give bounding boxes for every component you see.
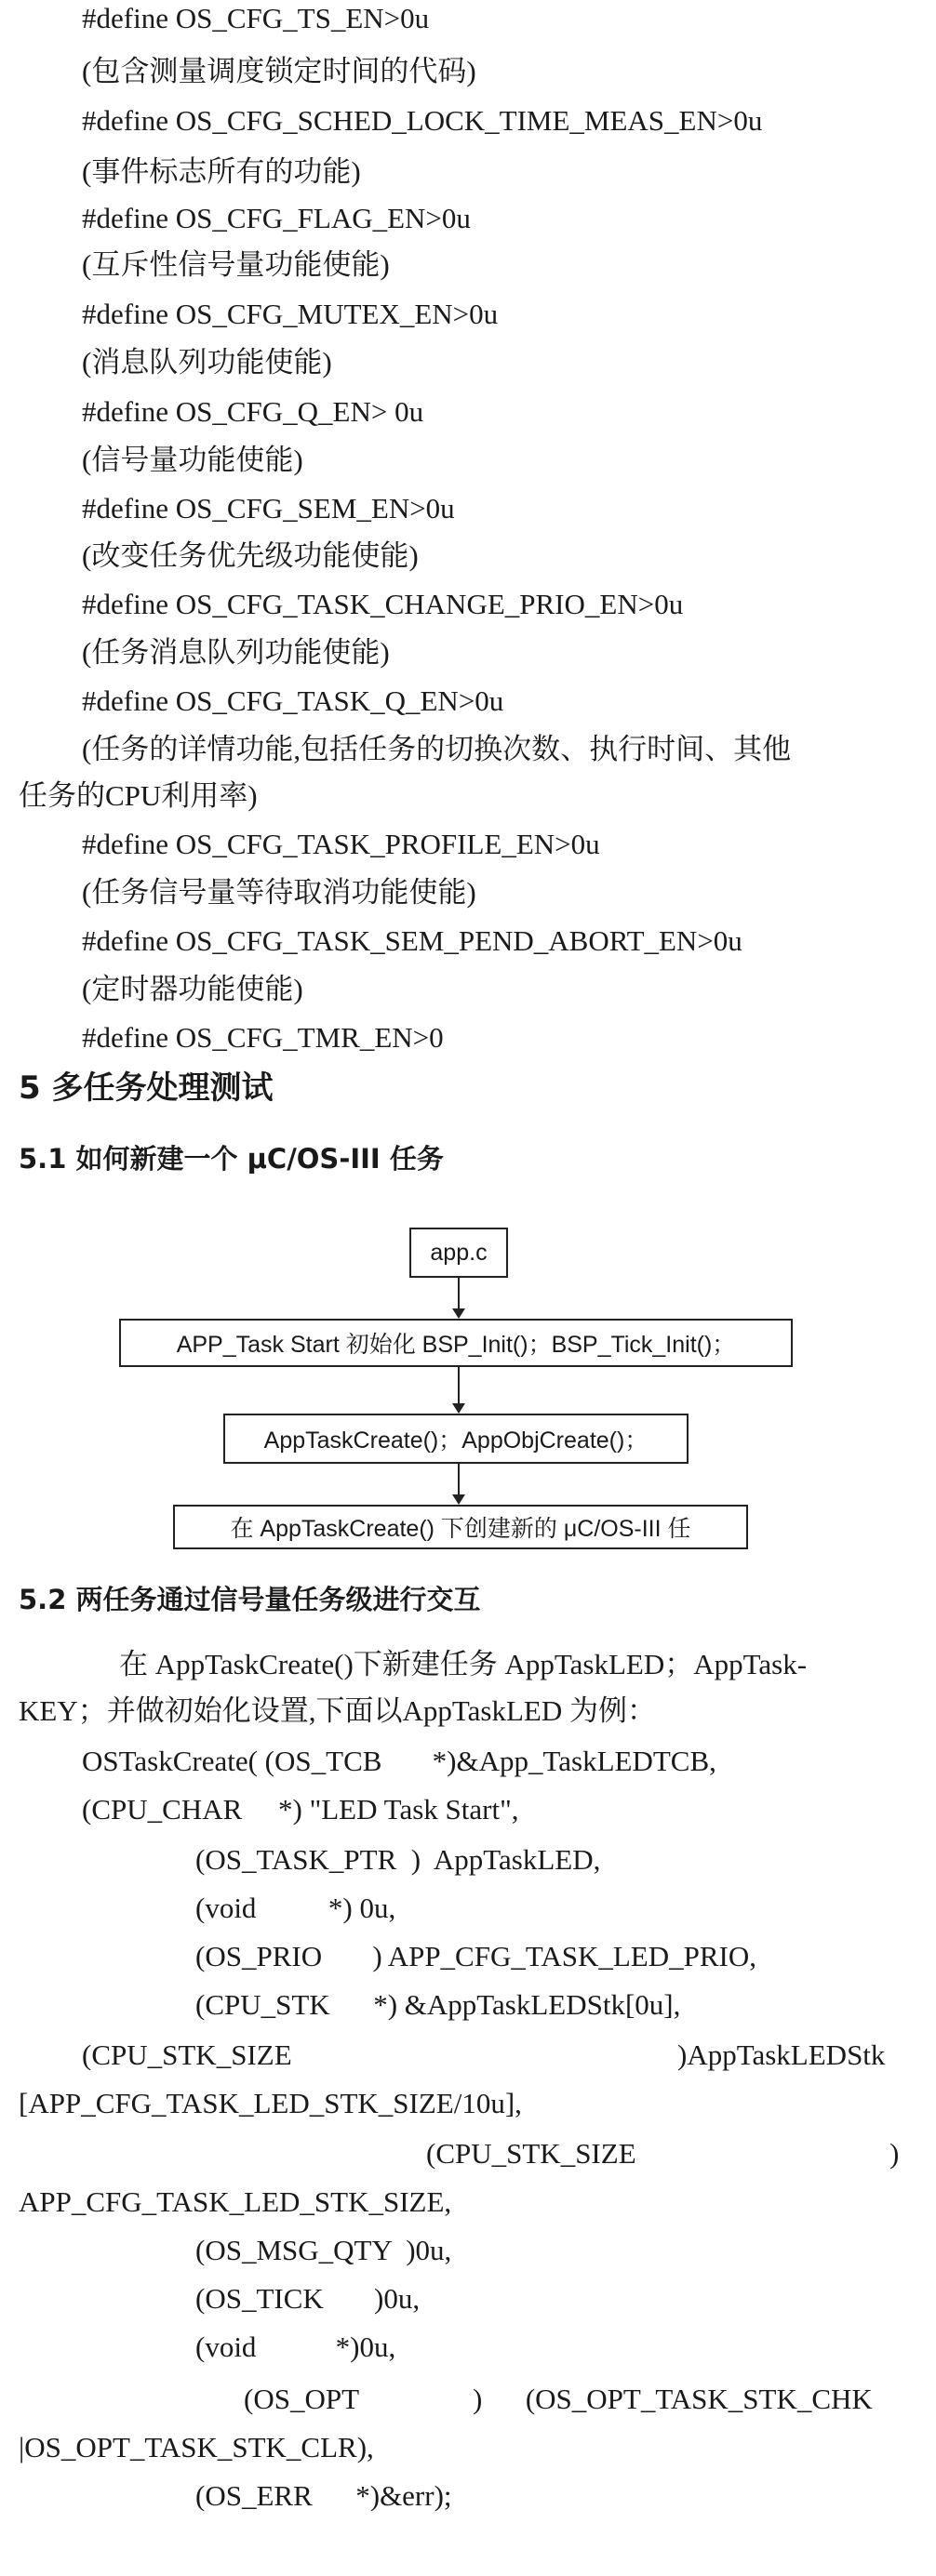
code-line: [APP_CFG_TASK_LED_STK_SIZE/10u],	[19, 2087, 522, 2119]
code-line: (void *)0u,	[195, 2330, 396, 2363]
comment-task-profile: (任务信号量等待取消功能使能)	[82, 876, 476, 909]
comment-change-prio: (任务消息队列功能使能)	[82, 636, 390, 669]
code-line: OSTaskCreate( (OS_TCB *)&App_TaskLEDTCB,	[82, 1745, 716, 1777]
section-5-2-title: 5.2 两任务通过信号量任务级进行交互	[19, 1584, 481, 1615]
define-sem-en: #define OS_CFG_SEM_EN>0u	[82, 492, 455, 524]
code-line: (CPU_STK *) &AppTaskLEDStk[0u],	[195, 1988, 681, 2021]
section-5-1-title: 5.1 如何新建一个 μC/OS-III 任务	[19, 1143, 444, 1175]
code-line: (void *) 0u,	[195, 1892, 396, 1924]
flowchart-arrow-3	[458, 1464, 460, 1503]
flowchart-arrow-1	[458, 1278, 460, 1317]
code-line: (OS_TICK )0u,	[195, 2282, 421, 2315]
code-line: (OS_OPT	[244, 2383, 360, 2415]
comment-ts-en: (包含测量调度锁定时间的代码)	[82, 55, 476, 87]
code-line: (CPU_STK_SIZE	[426, 2137, 636, 2170]
paragraph-line-1: 在 AppTaskCreate()下新建任务 AppTaskLED；AppTask-	[119, 1648, 808, 1680]
code-line: (CPU_CHAR *) "LED Task Start",	[82, 1793, 519, 1826]
define-ts-en: #define OS_CFG_TS_EN>0u	[82, 2, 430, 34]
define-change-prio: #define OS_CFG_TASK_CHANGE_PRIO_EN>0u	[82, 588, 684, 620]
code-line: |OS_OPT_TASK_STK_CLR),	[19, 2431, 374, 2463]
define-task-profile: #define OS_CFG_TASK_PROFILE_EN>0u	[82, 828, 600, 860]
code-line: (OS_PRIO ) APP_CFG_TASK_LED_PRIO,	[195, 1940, 756, 1972]
define-tmr-en: #define OS_CFG_TMR_EN>0	[82, 1021, 444, 1054]
comment-q-en: (信号量功能使能)	[82, 444, 303, 476]
define-task-q: #define OS_CFG_TASK_Q_EN>0u	[82, 684, 504, 717]
define-flag-en: #define OS_CFG_FLAG_EN>0u	[82, 202, 471, 234]
code-line: (OS_TASK_PTR ) AppTaskLED,	[195, 1843, 601, 1876]
code-line: APP_CFG_TASK_LED_STK_SIZE,	[19, 2185, 452, 2218]
comment-task-q-line2: 任务的CPU利用率)	[19, 779, 258, 812]
flowchart-box-task-start: APP_Task Start 初始化 BSP_Init()；BSP_Tick_Init()；	[119, 1319, 793, 1367]
code-line: (OS_MSG_QTY )0u,	[195, 2234, 452, 2266]
define-sched-lock: #define OS_CFG_SCHED_LOCK_TIME_MEAS_EN>0u	[82, 104, 763, 137]
define-q-en: #define OS_CFG_Q_EN> 0u	[82, 395, 424, 428]
comment-sem-en: (改变任务优先级功能使能)	[82, 539, 419, 572]
code-line: ) (OS_OPT_TASK_STK_CHK	[473, 2383, 873, 2415]
flowchart-box-app-c: app.c	[409, 1228, 508, 1278]
flowchart-box-new-task: 在 AppTaskCreate() 下创建新的 μC/OS-III 任	[173, 1505, 748, 1549]
paragraph-line-2: KEY；并做初始化设置,下面以AppTaskLED 为例：	[19, 1694, 656, 1727]
comment-mutex-en: (消息队列功能使能)	[82, 346, 332, 378]
flowchart-arrow-2	[458, 1367, 460, 1412]
comment-sched-lock: (事件标志所有的功能)	[82, 155, 361, 188]
section-5-title: 5 多任务处理测试	[19, 1069, 274, 1107]
comment-flag-en: (互斥性信号量功能使能)	[82, 248, 390, 281]
define-sem-pend-abort: #define OS_CFG_TASK_SEM_PEND_ABORT_EN>0u	[82, 924, 742, 957]
define-mutex-en: #define OS_CFG_MUTEX_EN>0u	[82, 298, 499, 330]
code-line: )	[889, 2137, 900, 2170]
code-line: (OS_ERR *)&err);	[195, 2479, 452, 2512]
flowchart-box-task-create: AppTaskCreate()；AppObjCreate()；	[223, 1414, 689, 1464]
comment-sem-pend-abort: (定时器功能使能)	[82, 973, 303, 1005]
comment-task-q-line1: (任务的详情功能,包括任务的切换次数、执行时间、其他	[82, 733, 792, 765]
code-line: )AppTaskLEDStk	[677, 2038, 886, 2071]
code-line: (CPU_STK_SIZE	[82, 2038, 292, 2071]
